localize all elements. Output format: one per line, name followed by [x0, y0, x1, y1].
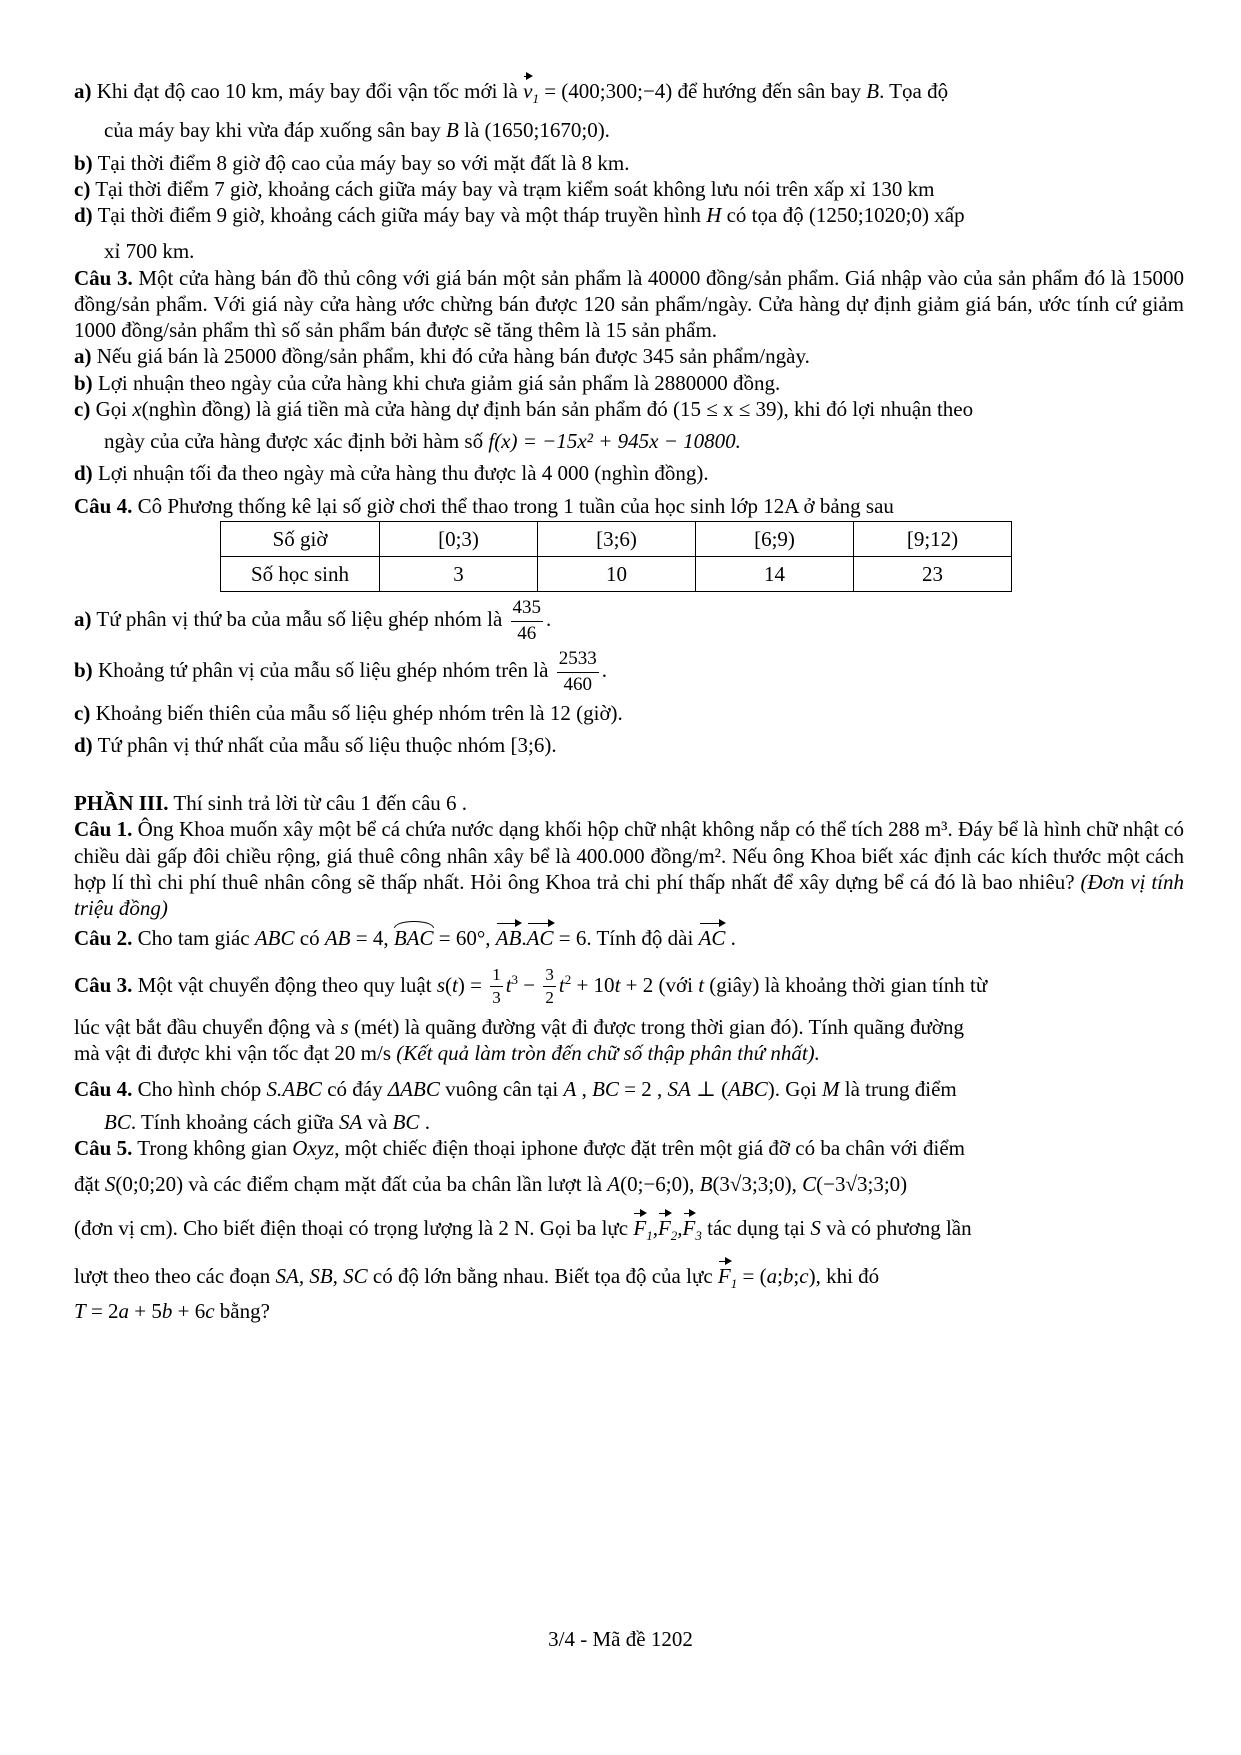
p3-question-4-line2: BC. Tính khoảng cách giữa SA và BC . [104, 1109, 430, 1134]
table-row [221, 556, 1012, 591]
table-cell: [6;9) [696, 521, 854, 556]
p3-question-5: Câu 5. Trong không gian Oxyz, một chiếc điện thoại iphone được đặt trên một giá đỡ có ba chân với điểm [74, 1135, 965, 1160]
q4-intro: Câu 4. Cô Phương thống kê lại số giờ chơi thể thao trong 1 tuần của học sinh lớp 12A ở bảng sau [74, 493, 894, 518]
q2-item-d-line2: xỉ 700 km. [104, 239, 195, 264]
p3-question-5-line3: (đơn vị cm). Cho biết điện thoại có trọng lượng là 2 N. Gọi ba lực $F_1,F_2,F_3$ tác dụng tại S và có phương lần [74, 1216, 972, 1244]
page-footer: 3/4 - Mã đề 1202 [548, 1627, 693, 1651]
q2-item-a: a) Khi đạt độ cao 10 km, máy bay đổi vận tốc mới là $v_1$ = (400;300;−4) để hướng đến sân bay B. Tọa độ [74, 79, 949, 107]
q2-item-b: b) Tại thời điểm 8 giờ độ cao của máy bay so với mặt đất là 8 km. [74, 150, 630, 175]
p3-question-5-line5: T = 2a + 5b + 6c bằng? [74, 1299, 270, 1324]
p3-question-5-line4: lượt theo theo các đoạn SA, SB, SC có độ lớn bằng nhau. Biết tọa độ của lực $F_1$ = (a;b;c), khi đó [74, 1263, 880, 1291]
table-cell: 3 [380, 556, 538, 591]
q3-item-a: a) Nếu giá bán là 25000 đồng/sản phẩm, khi đó cửa hàng bán được 345 sản phẩm/ngày. [74, 344, 810, 369]
table-cell: [0;3) [380, 521, 538, 556]
q4-item-a: a) Tứ phân vị thứ ba của mẫu số liệu ghép nhóm là $\frac{435}{46}$ . [74, 596, 552, 644]
table-header-cell: Số học sinh [221, 556, 380, 591]
q3-item-b: b) Lợi nhuận theo ngày của cửa hàng khi chưa giảm giá sản phẩm là 2880000 đồng. [74, 370, 781, 395]
q4-table [220, 521, 1012, 592]
fraction: $\frac{435}{46}$ [512, 596, 542, 644]
table-cell: 14 [696, 556, 854, 591]
table-row [221, 521, 1012, 556]
p3-question-3-line2: lúc vật bắt đầu chuyển động và s (mét) là quãng đường vật đi được trong thời gian đó). Tính quãng đường [74, 1014, 965, 1039]
q3-item-c: c) Gọi x(nghìn đồng) là giá tiền mà cửa hàng dự định bán sản phẩm đó (15 ≤ x ≤ 39), khi đó lợi nhuận theo [74, 396, 974, 421]
q3-intro: Câu 3. Một cửa hàng bán đồ thủ công với giá bán một sản phẩm là 40000 đồng/sản phẩm. Giá nhập vào của sản phẩm đó là 15000 đồng/sản phẩm. Với giá này cửa hàng ước chừng bán được 120 sản phẩm/ngày. Cửa hàng dự định giảm giá bán, ước tính cứ giảm 1000 đồng/sản phẩm thì số sản phẩm bán được sẽ tăng thêm là 15 sản phẩm. [74, 265, 1185, 343]
p3-question-5-line2: đặt S(0;0;20) và các điểm chạm mặt đất của ba chân lần lượt là A(0;−6;0), B(3√3;3;0), C(−3√3;3;0) [74, 1172, 908, 1197]
p3-question-1: Câu 1. Ông Khoa muốn xây một bể cá chứa nước dạng khối hộp chữ nhật không nắp có thể tích 288 m³. Đáy bể là hình chữ nhật có chiều dài gấp đôi chiều rộng, giá thuê công nhân xây bể là 400.000 đồng/m². Nếu ông Khoa biết xác định các kích thước một cách hợp lí thì chi phí thuê nhân công sẽ thấp nhất. Hỏi ông Khoa trả chi phí thấp nhất để xây dựng bể cá đó là bao nhiêu? (Đơn vị tính triệu đồng) [74, 817, 1185, 920]
table-cell: 23 [854, 556, 1012, 591]
q2-item-a-line2: của máy bay khi vừa đáp xuống sân bay B là (1650;1670;0). [104, 118, 610, 143]
table-cell: [9;12) [854, 521, 1012, 556]
table-header-cell: Số giờ [221, 521, 380, 556]
p3-question-2: Câu 2. Cho tam giác ABC có AB = 4, BAC = 60°, AB.AC = 6. Tính độ dài AC . [74, 926, 736, 951]
q2-item-c: c) Tại thời điểm 7 giờ, khoảng cách giữa máy bay và trạm kiểm soát không lưu nói trên xấp xỉ 130 km [74, 176, 935, 201]
table-cell: 10 [538, 556, 696, 591]
page-content [74, 78, 1184, 1325]
q4-item-d: d) Tứ phân vị thứ nhất của mẫu số liệu thuộc nhóm [3;6). [74, 732, 557, 757]
p3-question-3: Câu 3. Một vật chuyển động theo quy luật s(t) = $\frac{1}{3}$ $t^3$ − $\frac{3}{2}$ $t^2 + 10t + 2$ (với t (giây) là khoảng thời gian tính từ [74, 964, 988, 1008]
fraction: $\frac{2533}{460}$ [558, 647, 597, 695]
table-cell: [3;6) [538, 521, 696, 556]
q4-item-c: c) Khoảng biến thiên của mẫu số liệu ghép nhóm trên là 12 (giờ). [74, 700, 623, 725]
p3-question-3-line3: mà vật đi được khi vận tốc đạt 20 m/s (Kết quả làm tròn đến chữ số thập phân thứ nhất). [74, 1041, 820, 1066]
q3-item-c-line2: ngày của cửa hàng được xác định bởi hàm số f(x) = −15x² + 945x − 10800. [104, 429, 741, 454]
p3-question-4: Câu 4. Cho hình chóp S.ABC có đáy ΔABC vuông cân tại A , BC = 2 , SA ⊥ (ABC). Gọi M là trung điểm [74, 1077, 957, 1102]
q3-item-d: d) Lợi nhuận tối đa theo ngày mà cửa hàng thu được là 4 000 (nghìn đồng). [74, 461, 709, 486]
q4-item-b: b) Khoảng tứ phân vị của mẫu số liệu ghép nhóm trên là $\frac{2533}{460}$ . [74, 647, 607, 695]
part3-heading: PHẦN III. Thí sinh trả lời từ câu 1 đến câu 6 . [74, 791, 468, 815]
q2-item-d: d) Tại thời điểm 9 giờ, khoảng cách giữa máy bay và một tháp truyền hình H có tọa độ (1250;1020;0) xấp [74, 203, 965, 228]
